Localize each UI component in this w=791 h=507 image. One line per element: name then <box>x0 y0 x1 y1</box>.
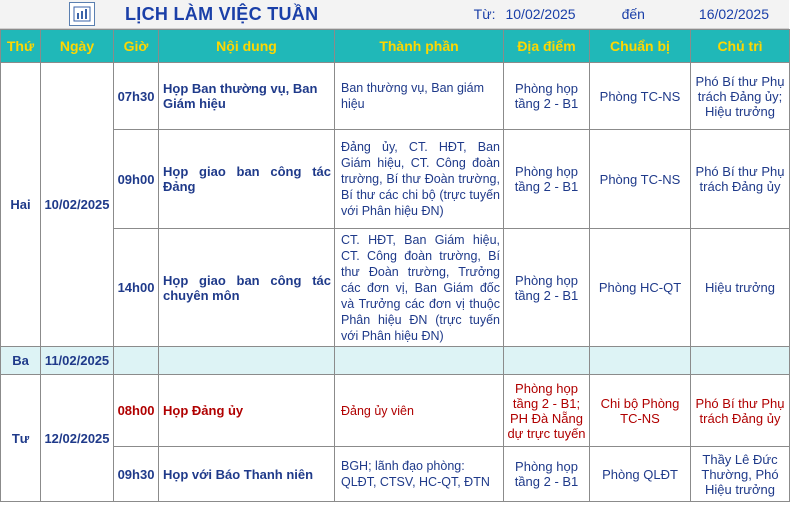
col-header-time: Giờ <box>114 30 159 63</box>
to-date: 16/02/2025 <box>698 6 769 22</box>
time-cell: 09h00 <box>114 130 159 229</box>
date-cell: 11/02/2025 <box>41 347 114 375</box>
col-header-members: Thành phần <box>335 30 504 63</box>
table-row <box>1 130 790 229</box>
empty-cell <box>504 347 590 375</box>
location-cell: Phòng họp tầng 2 - B1; PH Đà Nẵng dự trực tuyến <box>504 375 590 447</box>
from-date: 10/02/2025 <box>505 6 576 22</box>
date-cell: 10/02/2025 <box>41 63 114 347</box>
content-cell: Họp giao ban công tác chuyên môn <box>159 229 335 347</box>
content-cell: Họp giao ban công tác Đảng <box>159 130 335 229</box>
table-row <box>1 447 790 502</box>
content-cell: Họp Ban thường vụ, Ban Giám hiệu <box>159 63 335 130</box>
members-cell: Đảng ủy viên <box>335 375 504 447</box>
members-cell: BGH; lãnh đạo phòng: QLĐT, CTSV, HC-QT, ĐTN <box>335 447 504 502</box>
content-cell: Họp Đảng ủy <box>159 375 335 447</box>
prep-cell: Chi bộ Phòng TC-NS <box>590 375 691 447</box>
members-cell: CT. HĐT, Ban Giám hiệu, CT. Công đoàn trường, Bí thư Đoàn trường, Trưởng các đơn vị, Ban Giám đốc và Trưởng các đơn vị thuộc Phân hiệu ĐN (trực tuyến với Phân hiệu ĐN) <box>335 229 504 347</box>
table-row <box>1 229 790 347</box>
header-bar <box>0 0 789 29</box>
col-header-date: Ngày <box>41 30 114 63</box>
day-cell: Tư <box>1 375 41 502</box>
prep-cell: Phòng TC-NS <box>590 130 691 229</box>
chair-cell: Thầy Lê Đức Thường, Phó Hiệu trưởng <box>691 447 790 502</box>
members-cell: Đảng ủy, CT. HĐT, Ban Giám hiệu, CT. Công đoàn trường, Bí thư Đoàn trường, Bí thư các chi bộ (trực tuyến với Phân hiệu ĐN) <box>335 130 504 229</box>
prep-cell: Phòng QLĐT <box>590 447 691 502</box>
chair-cell: Phó Bí thư Phụ trách Đảng ủy; Hiệu trưởng <box>691 63 790 130</box>
empty-cell <box>114 347 159 375</box>
day-cell: Hai <box>1 63 41 347</box>
time-cell: 09h30 <box>114 447 159 502</box>
table-row <box>1 63 790 130</box>
col-header-location: Địa điểm <box>504 30 590 63</box>
day-cell: Ba <box>1 347 41 375</box>
chair-cell: Phó Bí thư Phụ trách Đảng ủy <box>691 130 790 229</box>
from-label: Từ: <box>473 6 496 22</box>
to-label: đến <box>621 6 645 22</box>
empty-cell <box>590 347 691 375</box>
empty-cell <box>335 347 504 375</box>
empty-cell <box>691 347 790 375</box>
chair-cell: Phó Bí thư Phụ trách Đảng ủy <box>691 375 790 447</box>
time-cell: 07h30 <box>114 63 159 130</box>
time-cell: 14h00 <box>114 229 159 347</box>
logo-icon <box>69 2 95 26</box>
prep-cell: Phòng HC-QT <box>590 229 691 347</box>
chair-cell: Hiệu trưởng <box>691 229 790 347</box>
location-cell: Phòng họp tầng 2 - B1 <box>504 229 590 347</box>
col-header-chair: Chủ trì <box>691 30 790 63</box>
date-cell: 12/02/2025 <box>41 375 114 502</box>
members-cell: Ban thường vụ, Ban giám hiệu <box>335 63 504 130</box>
schedule-table <box>0 29 790 502</box>
location-cell: Phòng họp tầng 2 - B1 <box>504 447 590 502</box>
col-header-content: Nội dung <box>159 30 335 63</box>
content-cell: Họp với Báo Thanh niên <box>159 447 335 502</box>
time-cell: 08h00 <box>114 375 159 447</box>
date-range <box>474 6 789 22</box>
empty-cell <box>159 347 335 375</box>
col-header-prep: Chuẩn bị <box>590 30 691 63</box>
table-row <box>1 347 790 375</box>
table-row <box>1 375 790 447</box>
page-title: LỊCH LÀM VIỆC TUẦN <box>125 3 319 24</box>
location-cell: Phòng họp tầng 2 - B1 <box>504 130 590 229</box>
location-cell: Phòng họp tầng 2 - B1 <box>504 63 590 130</box>
table-header-row <box>1 30 790 63</box>
prep-cell: Phòng TC-NS <box>590 63 691 130</box>
col-header-day: Thứ <box>1 30 41 63</box>
